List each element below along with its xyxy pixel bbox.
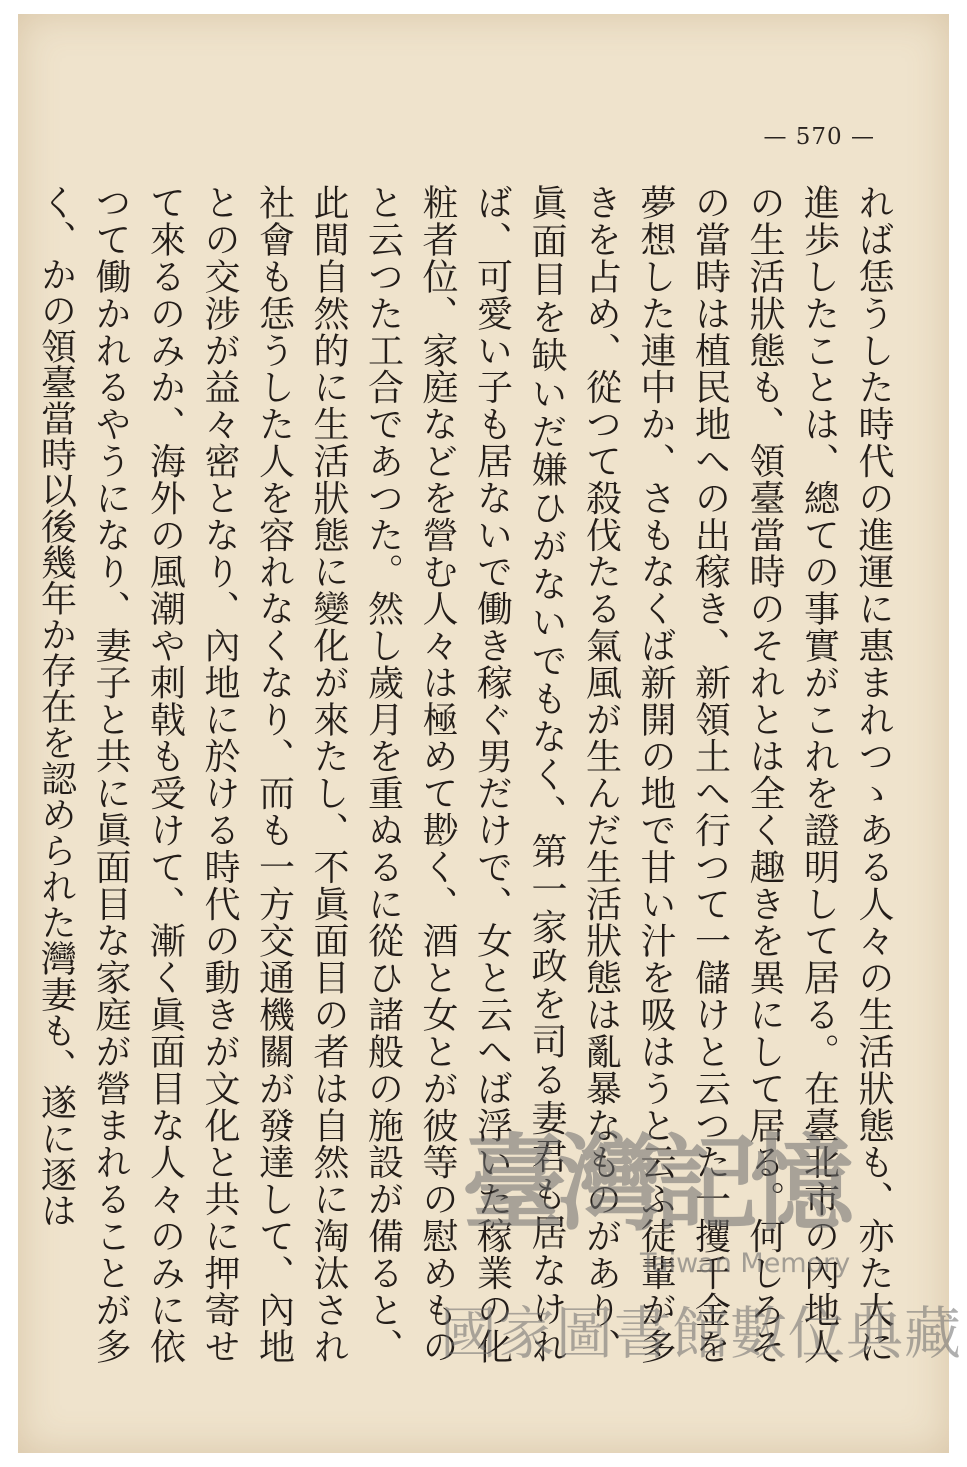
watermark-english-text: Taiwan Memory (640, 1248, 851, 1279)
watermark-chinese-text: 國家圖書館數位典藏 (440, 1301, 962, 1367)
vertical-text-block (35, 184, 900, 1364)
page-number: — 570 — (763, 124, 875, 150)
body-paragraph: れば恁うした時代の進運に惠まれつゝある人々の生活狀態も、亦た大に進歩したことは、總ての事實がこれを證明して居る。在臺北市の內地人の生活狀態も、領臺當時のそれとは全く趣きを異にして居る。何しろその當時は植民地への出稼き、新領土へ行つて一儲けと云つた一攫千金を夢想した連中か、さもなくば新開の地で甘い汁を吸はうと云ふ徒輩が多きを占め、從つて殺伐たる氣風が生んだ生活狀態は亂暴なものがあり、眞面目を缺いだ嫌ひがないでもなく、第一家政を司る妻君も居なければ、可愛い子も居ないで働き稼ぐ男だけで、女と云へば浮いた稼業の化粧者位、家庭などを營む人々は極めて尠く、酒と女とが彼等の慰めものと云つた工合であつた。然し歲月を重ぬるに從ひ諸般の施設が備ると、此間自然的に生活狀態に變化が來たし、不眞面目の者は自然に淘汰され社會も恁うした人を容れなくなり、而も一方交通機關が發達して、內地との交涉が益々密となり、內地に於ける時代の動きが文化と共に押寄せて來るのみか、海外の風潮や刺戟も受けて、漸く眞面目な人々のみに依つて働かれるやうになり、妻子と共に眞面目な家庭が營まれることが多く、かの領臺當時以後幾年か存在を認められた灣妻も、遂に逐は (35, 184, 894, 1364)
watermark-calligraphy: 臺灣記憶 (462, 1122, 847, 1245)
